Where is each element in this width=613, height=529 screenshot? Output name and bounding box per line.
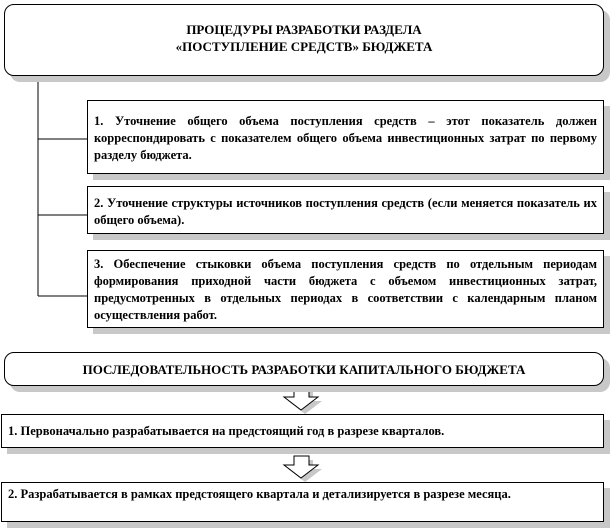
section1-step-1 bbox=[87, 100, 604, 174]
section1-title-line2: «ПОСТУПЛЕНИЕ СРЕДСТВ» БЮДЖЕТА bbox=[175, 39, 433, 54]
section2-step-1-text: 1. Первоначально разрабатывается на предстоящий год в разрезе кварталов. bbox=[8, 424, 445, 438]
section1-step-2 bbox=[87, 186, 604, 234]
down-arrow-2 bbox=[284, 456, 322, 482]
section2-step-2-text: 2. Разрабатывается в рамках предстоящего квартала и детализируется в разрезе месяца. bbox=[8, 487, 511, 501]
section1-title-line1: ПРОЦЕДУРЫ РАЗРАБОТКИ РАЗДЕЛА bbox=[186, 22, 422, 37]
section1-step-3-text: 3. Обеспечение стыковки объема поступления средств по отдельным периодам формирования приходной части бюджета с объемом инвестиционных затрат, предусмотренных в отдельных периодах в соответствии с календарным планом осуществления работ. bbox=[94, 257, 597, 322]
section1-step-2-text: 2. Уточнение структуры источников поступления средств (если меняется показатель их общего объема). bbox=[94, 196, 597, 227]
section2-step-2 bbox=[1, 482, 604, 522]
section1-step-1-text: 1. Уточнение общего объема поступления средств – этот показатель должен корреспондировать с показателем общего объема инвестиционных затрат по первому разделу бюджета. bbox=[94, 114, 597, 162]
section2-title: ПОСЛЕДОВАТЕЛЬНОСТЬ РАЗРАБОТКИ КАПИТАЛЬНОГО БЮДЖЕТА bbox=[82, 362, 526, 377]
section1-step-3 bbox=[87, 250, 604, 328]
section2-step-1 bbox=[1, 414, 604, 448]
section1-title-box bbox=[4, 4, 604, 76]
section2-title-box bbox=[4, 352, 604, 386]
